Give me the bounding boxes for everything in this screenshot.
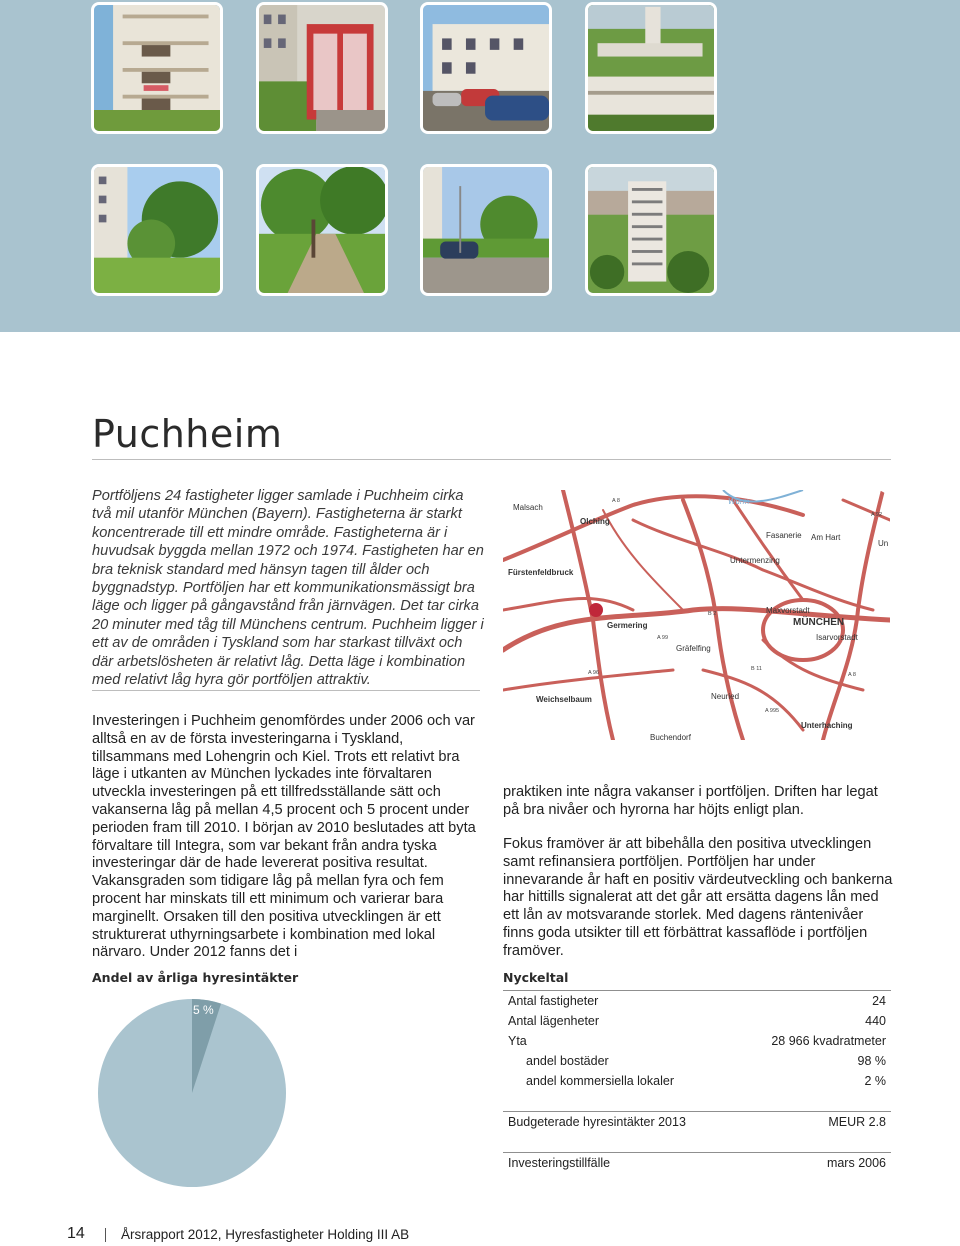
map-river-label: Würm — [728, 497, 750, 506]
photo-bus-shelter — [256, 2, 388, 134]
kpi-label: Antal fastigheter — [508, 994, 599, 1008]
page-title: Puchheim — [92, 412, 283, 456]
map-label: Fürstenfeldbruck — [508, 568, 574, 577]
kpi-row-area — [503, 1031, 891, 1051]
kpi-label: Antal lägenheter — [508, 1014, 600, 1028]
kpi-row-properties — [503, 991, 891, 1011]
body-paragraph-left: Investeringen i Puchheim genomfördes under 2006 och var alltså en av de första investeringarna i Tyskland, tillsammans med Lohengrin och Kiel. Trots ett relativt bra läge i utkanten av München lyckades inte förvaltaren utveckla investeringen på ett tillfredsställande sätt och vakanserna låg på mellan 4,5 procent och 5 procent under perioden fram till 2010. I början av 2010 beslutades att byta förvaltare till Integra, som var bekant från andra tyska investeringar där de hade levererat positiva resultat. Vakansgraden som tidigare låg på mellan fyra och fem procent har minskats till ett minimum och varierar bara marginellt. Orsaken till den positiva utvecklingen är ett strukturerat uthyrningsarbete i kombination med lokal närvaro. Under 2012 fanns det i — [92, 713, 476, 961]
photo-tree-path — [256, 164, 388, 296]
puchheim-marker — [589, 603, 603, 617]
kpi-value: 98 % — [857, 1054, 886, 1068]
map-label: Buchendorf — [650, 733, 691, 740]
location-map — [503, 490, 890, 740]
map-label: Neuried — [711, 692, 740, 701]
map-label: Am Hart — [811, 533, 841, 542]
kpi-label: andel kommersiella lokaler — [526, 1074, 674, 1088]
intro-paragraph: Portföljens 24 fastigheter ligger samlade i Puchheim cirka två mil utanför München (Bayern). Fastigheterna är starkt koncentrerade till ett mindre område. Fastigheterna är i huvudsak byggda mellan 1972 och 1974. Fastigheten har en bra teknisk standard med hänsyn tagen till ålder och byggnadstyp. Portföljen har ett kommunikationsmässigt bra läge och ligger på gångavstånd från järnvägen. Det tar cirka 20 minuter med tåg till Münchens centrum. Puchheim ligger i ett av de områden i Tyskland som har starkast tillväxt och där arbetslösheten är relativt låg. Detta läge i kombination med relativt låg hyra gör portföljen attraktiv. — [92, 488, 484, 689]
kpi-value: MEUR 2.8 — [828, 1115, 886, 1129]
photo-tower-block — [585, 164, 717, 296]
map-label: Weichselbaum — [536, 695, 592, 704]
map-label: Malsach — [513, 503, 543, 512]
photo-aerial-blocks — [585, 2, 717, 134]
rent-share-pie — [98, 999, 286, 1187]
map-label: Maxvorstadt — [766, 606, 810, 615]
map-label: Gräfelfing — [676, 644, 711, 653]
pie-slice-label: 5 % — [193, 1003, 214, 1017]
map-label: Germering — [607, 621, 648, 630]
kpi-row-budget — [503, 1112, 891, 1132]
kpi-row-investment-date — [503, 1153, 891, 1173]
pie-svg — [98, 999, 286, 1187]
body-paragraph-right-2: Fokus framöver är att bibehålla den positiva utvecklingen samt refinansiera portföljen. Portföljen har under innevarande år haft en positiv värdeutveckling och bankerna har hittills signalerat att det går att ersätta dagens lån med ett lån av motsvarande storlek. Med dagens räntenivåer finns goda utsikter till ett förbättrat kassaflöde i portföljen framöver. — [503, 836, 893, 959]
photo-green-courtyard — [91, 164, 223, 296]
map-label: Unterhaching — [801, 721, 853, 730]
map-road-label: A 8 — [848, 672, 856, 678]
map-road-label: A 8 — [612, 498, 620, 504]
map-label: Untermenzing — [730, 556, 780, 565]
photo-parking-cars — [420, 2, 552, 134]
kpi-label: Budgeterade hyresintäkter 2013 — [508, 1115, 686, 1129]
map-road-label: A 96 — [588, 670, 600, 676]
kpi-value: 24 — [872, 994, 886, 1008]
map-road-label: A 92 — [871, 512, 883, 518]
kpi-label: Yta — [508, 1034, 527, 1048]
photo-balcony-building — [91, 2, 223, 134]
map-label: Fasanerie — [766, 531, 802, 540]
body-paragraph-right-1: praktiken inte några vakanser i portföljen. Driften har legat på bra nivåer och hyrorna har höjts enligt plan. — [503, 784, 878, 818]
photo-street-car — [420, 164, 552, 296]
kpi-value: mars 2006 — [826, 1156, 886, 1170]
kpi-row-commercial-share — [503, 1071, 891, 1091]
map-label: MÜNCHEN — [793, 617, 845, 628]
map-label: Isarvorstadt — [816, 633, 858, 642]
kpi-row-residential-share — [503, 1051, 891, 1071]
kpi-value: 2 % — [864, 1074, 886, 1088]
kpi-section-title: Nyckeltal — [503, 970, 569, 985]
kpi-value: 440 — [865, 1014, 886, 1028]
kpi-label: Investeringstillfälle — [508, 1156, 611, 1170]
map-label: Un — [878, 539, 889, 548]
map-road-label: B 2 — [708, 611, 717, 617]
map-svg — [503, 490, 890, 740]
intro-divider — [92, 690, 480, 691]
kpi-label: andel bostäder — [526, 1054, 609, 1068]
page-number: 14 — [67, 1225, 85, 1242]
pie-section-title: Andel av årliga hyresintäkter — [92, 970, 299, 985]
map-label: Olching — [580, 517, 610, 526]
map-road-label: A 995 — [765, 708, 780, 714]
kpi-row-apartments — [503, 1011, 891, 1031]
footer-separator — [105, 1228, 106, 1242]
kpi-table — [503, 990, 891, 1173]
map-road-label: B 11 — [751, 666, 762, 672]
kpi-value: 28 966 kvadratmeter — [771, 1034, 886, 1048]
title-divider — [92, 459, 891, 460]
footer-title: Årsrapport 2012, Hyresfastigheter Holding III AB — [121, 1227, 410, 1242]
map-road-label: A 99 — [657, 635, 669, 641]
